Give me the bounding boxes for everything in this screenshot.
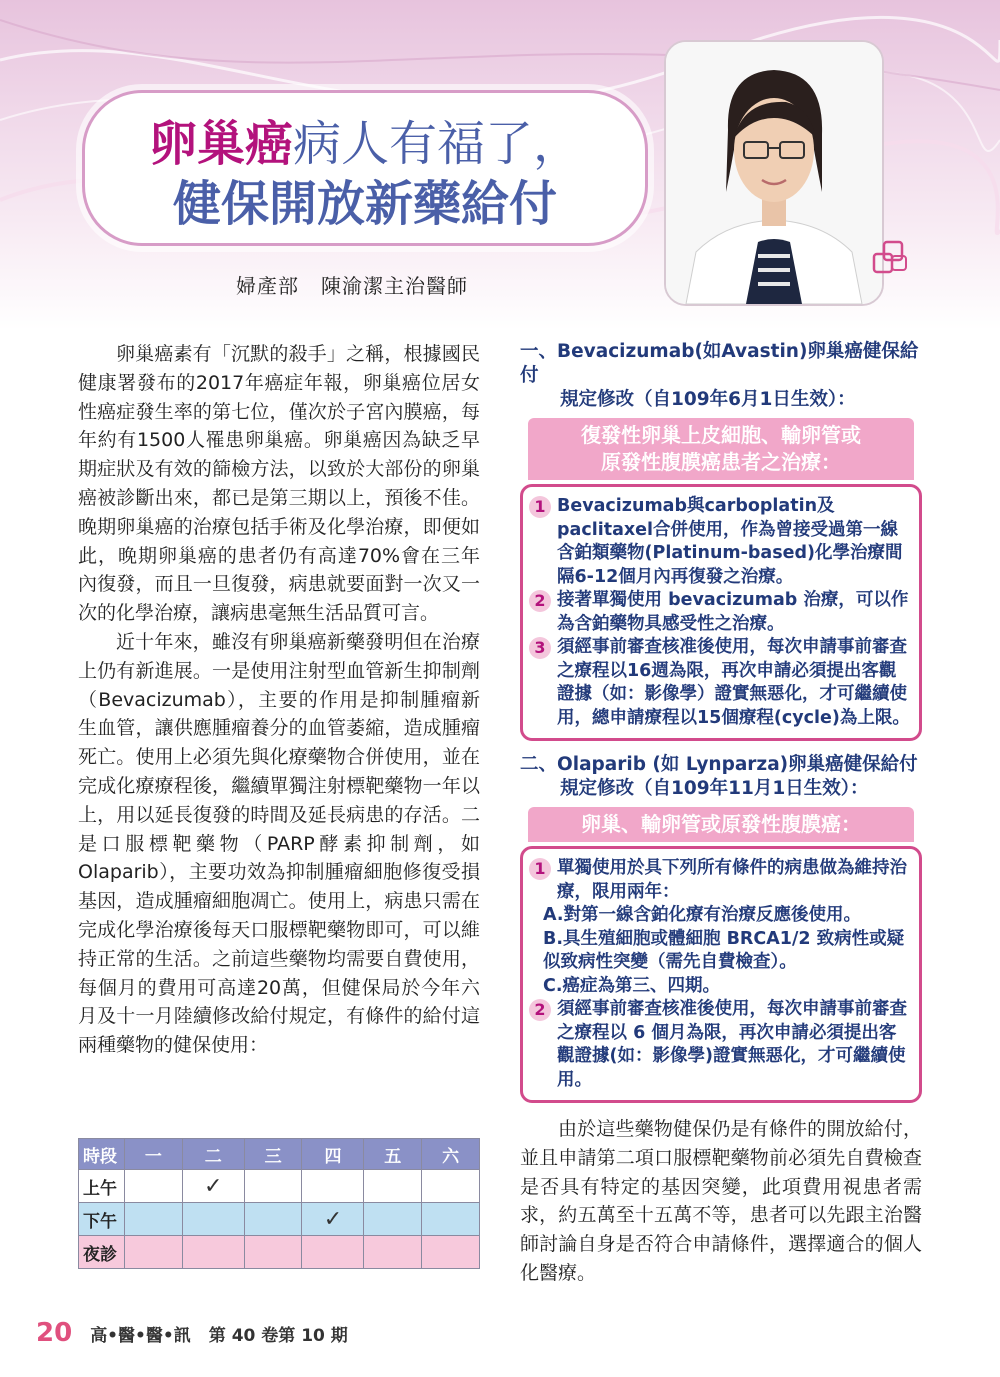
schedule-cell	[364, 1203, 422, 1236]
schedule-cell	[244, 1170, 302, 1203]
section1-item-text: Bevacizumab與carboplatin及paclitaxel合併使用，作為曾接受過第一線含鉑類藥物(Platinum-based)化學治療間隔6-12個月內再復發之治療。	[557, 496, 903, 587]
overlapping-squares-icon	[870, 238, 914, 282]
section2-heading	[520, 753, 922, 801]
title-line-1	[85, 105, 645, 174]
schedule-cell	[244, 1203, 302, 1236]
closing-paragraph	[520, 1115, 922, 1288]
title-highlight: 卵巢癌	[148, 116, 293, 172]
schedule-cell	[244, 1236, 302, 1269]
right-column	[520, 340, 922, 1288]
issue-info: 第 40 卷第 10 期	[208, 1326, 348, 1346]
schedule-cell	[422, 1236, 480, 1269]
section2-box-title: 卵巢、輸卵管或原發性腹膜癌：	[528, 807, 914, 842]
section1-item	[529, 589, 911, 636]
section1-item-text: 接著單獨使用 bevacizumab 治療，可以作為含鉑藥物具感受性之治療。	[557, 590, 909, 634]
section1-heading	[520, 340, 922, 412]
schedule-cell	[182, 1203, 244, 1236]
title-line1-rest: 病人有福了，	[293, 116, 582, 172]
closing-text: 由於這些藥物健保仍是有條件的開放給付，並且申請第二項口服標靶藥物前必須先自費檢查是否具有特定的基因突變，此項費用視患者需求，約五萬至十五萬不等，患者可以先跟主治醫師討論自身是否符合申請條件，選擇適合的個人化醫療。	[520, 1118, 922, 1284]
schedule-cell	[125, 1170, 183, 1203]
schedule-cell	[364, 1170, 422, 1203]
author-department: 婦產部	[236, 274, 299, 298]
number-badge-icon: 2	[529, 999, 551, 1021]
schedule-cell	[422, 1170, 480, 1203]
section2-heading-sub: 規定修改（自109年11月1日生效）：	[560, 778, 869, 799]
intro-paragraph: 卵巢癌素有「沉默的殺手」之稱，根據國民健康署發布的2017年癌症年報，卵巢癌位居女性癌症發生率的第七位，僅次於子宮內膜癌，每年約有1500人罹患卵巢癌。卵巢癌因為缺乏早期症狀及有效的篩檢方法，以致於大部份的卵巢癌被診斷出來，都已是第三期以上，預後不佳。晚期卵巢癌的治療包括手術及化學治療，即便如此，晚期卵巢癌的患者仍有高達70%會在三年內復發，而且一旦復發，病患就要面對一次又一次的化學治療，讓病患毫無生活品質可言。	[78, 343, 480, 625]
page-number: 20	[36, 1318, 73, 1348]
schedule-header-cell: 四	[302, 1139, 364, 1170]
schedule-cell	[182, 1236, 244, 1269]
section2-item-text: 單獨使用於具下列所有條件的病患做為維持治療，限用兩年：	[557, 858, 907, 902]
schedule-header-cell: 一	[125, 1139, 183, 1170]
section2-box	[520, 846, 922, 1103]
schedule-row-label: 夜診	[79, 1236, 125, 1269]
section1-box	[520, 484, 922, 741]
section2-heading-main: 二、Olaparib (如 Lynparza)卵巢癌健保給付	[520, 754, 918, 775]
number-badge-icon: 1	[529, 858, 551, 880]
number-badge-icon: 3	[529, 637, 551, 659]
section1-box-title-line2: 原發性腹膜癌患者之治療：	[601, 450, 841, 474]
section1-heading-main: 一、Bevacizumab(如Avastin)卵巢癌健保給付	[520, 341, 919, 386]
schedule-header-cell: 時段	[79, 1139, 125, 1170]
section2-item	[529, 857, 911, 904]
check-mark-icon: ✓	[204, 1173, 223, 1199]
schedule-row-label: 上午	[79, 1170, 125, 1203]
section2-item-text: 須經事前審查核准後使用，每次申請事前審查之療程以 6 個月為限，再次申請必須提出客觀證據(如：影像學)證實無惡化，才可繼續使用。	[557, 999, 907, 1090]
author-byline	[236, 270, 490, 299]
section2-item	[529, 998, 911, 1092]
section1-box-title	[528, 418, 914, 480]
section2-subitem: A.對第一線含鉑化療有治療反應後使用。	[543, 905, 862, 925]
publication-name: 高•醫•醫•訊	[90, 1326, 191, 1346]
schedule-row	[79, 1203, 480, 1236]
author-name: 陳渝潔主治醫師	[321, 274, 468, 298]
section1-box-title-line1: 復發性卵巢上皮細胞、輸卵管或	[581, 423, 861, 447]
page-footer	[36, 1318, 348, 1348]
section1-item	[529, 636, 911, 730]
number-badge-icon: 2	[529, 590, 551, 612]
schedule-row-label: 下午	[79, 1203, 125, 1236]
section1-item	[529, 495, 911, 589]
article-title-box	[82, 90, 648, 246]
schedule-header-cell: 三	[244, 1139, 302, 1170]
section2-subitem: C.癌症為第三、四期。	[543, 975, 720, 996]
intro-paragraph: 近十年來，雖沒有卵巢癌新藥發明但在治療上仍有新進展。一是使用注射型血管新生抑制劑（Bevacizumab），主要的作用是抑制腫瘤新生血管，讓供應腫瘤養分的血管萎縮，造成腫瘤死亡。使用上必須先與化療藥物合併使用，並在完成化療療程後，繼續單獨注射標靶藥物一年以上，用以延長復發的時間及延長病患的存活。二是口服標靶藥物（PARP酵素抑制劑，如Olaparib），主要功效為抑制腫瘤細胞修復受損基因，造成腫瘤細胞凋亡。使用上，病患只需在完成化學治療後每天口服標靶藥物即可，可以維持正常的生活。之前這些藥物均需要自費使用，每個月的費用可高達20萬，但健保局於今年六月及十一月陸續修改給付規定，有條件的給付這兩種藥物的健保使用：	[78, 630, 480, 1057]
schedule-cell	[125, 1236, 183, 1269]
schedule-header-cell: 二	[182, 1139, 244, 1170]
schedule-cell	[182, 1170, 244, 1203]
schedule-cell	[302, 1236, 364, 1269]
schedule-row	[79, 1236, 480, 1269]
schedule-row	[79, 1170, 480, 1203]
section1-heading-sub: 規定修改（自109年6月1日生效）：	[560, 389, 856, 410]
schedule-cell	[125, 1203, 183, 1236]
left-column	[78, 340, 480, 1060]
schedule-cell	[302, 1203, 364, 1236]
schedule-header-cell: 五	[364, 1139, 422, 1170]
number-badge-icon: 1	[529, 496, 551, 518]
doctor-portrait	[664, 40, 884, 306]
schedule-cell	[422, 1203, 480, 1236]
schedule-header-cell: 六	[422, 1139, 480, 1170]
schedule-cell	[302, 1170, 364, 1203]
check-mark-icon: ✓	[323, 1206, 343, 1232]
schedule-header-row	[79, 1139, 480, 1170]
title-line-2: 健保開放新藥給付	[172, 176, 557, 232]
clinic-schedule-table	[78, 1138, 480, 1269]
section1-item-text: 須經事前審查核准後使用，每次申請事前審查之療程以16週為限，再次申請必須提出客觀證據（如：影像學）證實無惡化，才可繼續使用，總申請療程以15個療程(cycle)為上限。	[557, 637, 910, 728]
section2-subitem: B.具生殖細胞或體細胞 BRCA1/2 致病性或疑似致病性突變（需先自費檢查）。	[543, 928, 905, 972]
schedule-cell	[364, 1236, 422, 1269]
